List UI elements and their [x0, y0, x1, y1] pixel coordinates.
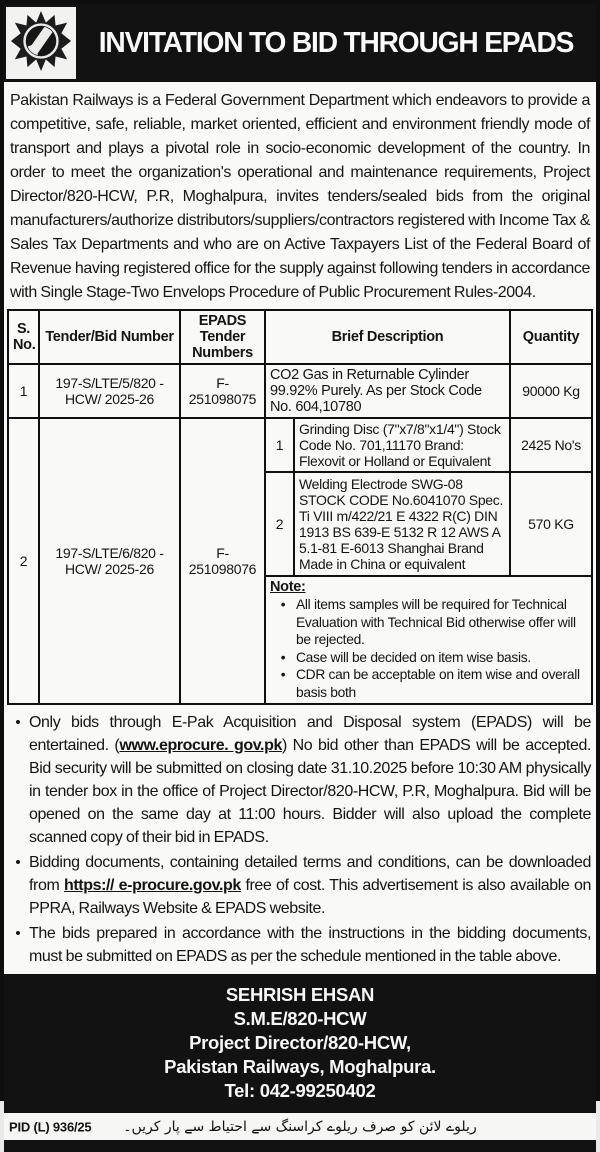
page-title: INVITATION TO BID THROUGH EPADS [98, 26, 574, 59]
signatory-designation: S.M.E/820-HCW [233, 1008, 367, 1029]
term-text [29, 851, 591, 920]
col-header-description: Brief Description [265, 310, 510, 364]
term2-post: free of cost. This advertisement is also available on PPRA, Railways Website & EPADS website. [29, 877, 591, 917]
list-item [7, 851, 591, 920]
bullet-icon: • [15, 714, 21, 731]
tender-table [7, 309, 593, 705]
note-text: Case will be decided on item wise basis. [296, 649, 531, 665]
pid-number: PID (L) 936/25 [9, 1119, 92, 1134]
row1-epads-number: F-251098075 [180, 364, 265, 418]
eprocure-link[interactable]: www.eprocure. gov.pk [119, 737, 282, 754]
row2-item1-quantity: 2425 No's [510, 418, 592, 472]
intro-paragraph: Pakistan Railways is a Federal Government Department which endeavors to provide a competitive, safe, reliable, market oriented, efficient and environment friendly mode of transport and plays a pivotal role in socio-economic development of the country. In order to meet the organization's operational and maintenance requirements, Project Director/820-HCW, P.R, Moghalpura, invites tenders/sealed bids from the original manufacturers/authorize distributors/suppliers/contractors registered with Income Tax & Sales Tax Departments and who are on Active Taxpayers List of the Federal Board of Revenue having registered office for the supply against following tenders in accordance with Single Stage-Two Envelops Procedure of Public Procurement Rules-2004. [10, 92, 590, 301]
row1-description: CO2 Gas in Returnable Cylinder 99.92% Purely. As per Stock Code No. 604,10780 [265, 364, 510, 418]
table-row [8, 418, 592, 472]
table-row [8, 364, 592, 418]
term1-pre: Only bids through E-Pak Acquisition and Disposal system (EPADS) will be entertained. ( [29, 714, 591, 754]
col-header-sno: S. No. [8, 310, 39, 364]
row1-quantity: 90000 Kg [510, 364, 592, 418]
term-text: The bids prepared in accordance with the instructions in the bidding documents, must be submitted on EPADS as per the schedule mentioned in the table above. [29, 925, 591, 965]
note-item [270, 666, 587, 701]
note-list [270, 596, 587, 701]
row2-sno: 2 [8, 418, 39, 704]
footer-strip [4, 1111, 596, 1140]
signature-block [4, 974, 596, 1111]
bullet-icon: • [280, 649, 286, 665]
row1-tender-number: 197-S/LTE/5/820 -HCW/ 2025-26 [39, 364, 180, 418]
tender-table-wrapper [4, 309, 596, 705]
col-header-epads-number: EPADS Tender Numbers [180, 310, 265, 364]
eprocure-https-link[interactable]: https:// e-procure.gov.pk [63, 877, 241, 894]
row2-epads-number: F-251098076 [180, 418, 265, 704]
col-header-quantity: Quantity [510, 310, 592, 364]
term2-pre: Bidding documents, containing detailed terms and conditions, can be downloaded from [29, 854, 591, 894]
signatory-office: Project Director/820-HCW, [189, 1032, 411, 1053]
term1-post: ) No bid other than EPADS will be accepted. Bid security will be submitted on closing date 31.10.2025 before 10:30 AM physically in tender box in the office of Project Director/820-HCW, P.R, Moghalpura. Bid will be opened on the same day at 11:00 hours. Bidder will also upload the complete scanned copy of their bid in EPADS. [29, 737, 591, 846]
row2-item2-description: Welding Electrode SWG-08 STOCK CODE No.6041070 Spec. Ti VIII m/422/21 E 4322 R(C) DIN 1913 BS 639-E 5132 R 12 AWS A 5.1-81 E-6013 Shanghai Brand Made in China or equivalent [294, 472, 510, 576]
bullet-icon: • [280, 597, 286, 612]
logo-box [6, 7, 76, 79]
list-item [7, 711, 591, 849]
terms-section [4, 705, 596, 974]
list-item [7, 922, 591, 968]
masthead [4, 4, 596, 82]
note-text: All items samples will be required for Technical Evaluation with Technical Bid otherwise offer will be rejected. [296, 597, 576, 647]
signatory-phone: Tel: 042-99250402 [224, 1080, 376, 1101]
signatory-organization: Pakistan Railways, Moghalpura. [164, 1056, 436, 1077]
note-cell [265, 576, 592, 704]
bullet-icon: • [15, 854, 21, 871]
note-text: CDR can be acceptable on item wise and overall basis both [296, 667, 580, 700]
pakistan-railways-emblem-icon [10, 10, 72, 77]
bullet-icon: • [15, 925, 21, 942]
bottom-bar [4, 1140, 596, 1152]
row2-item1-description: Grinding Disc (7"x7/8"x1/4") Stock Code No. 701,11170 Brand: Flexovit or Holland or Equivalent [294, 418, 510, 472]
note-title: Note: [270, 579, 306, 595]
row2-tender-number: 197-S/LTE/6/820 -HCW/ 2025-26 [39, 418, 180, 704]
bullet-icon: • [280, 667, 286, 682]
note-item [270, 649, 587, 667]
note-item [270, 596, 587, 649]
row1-sno: 1 [8, 364, 39, 418]
col-header-tender-number: Tender/Bid Number [39, 310, 180, 364]
row2-item2-num: 2 [265, 472, 294, 576]
term-text [29, 711, 591, 849]
row2-item2-quantity: 570 KG [510, 472, 592, 576]
urdu-safety-notice: ریلوے لائن کو صرف ریلوے کراسنگ سے احتیاط سے پار کریں۔ [123, 1118, 477, 1135]
row2-item1-num: 1 [265, 418, 294, 472]
signatory-name: SEHRISH EHSAN [225, 984, 375, 1005]
